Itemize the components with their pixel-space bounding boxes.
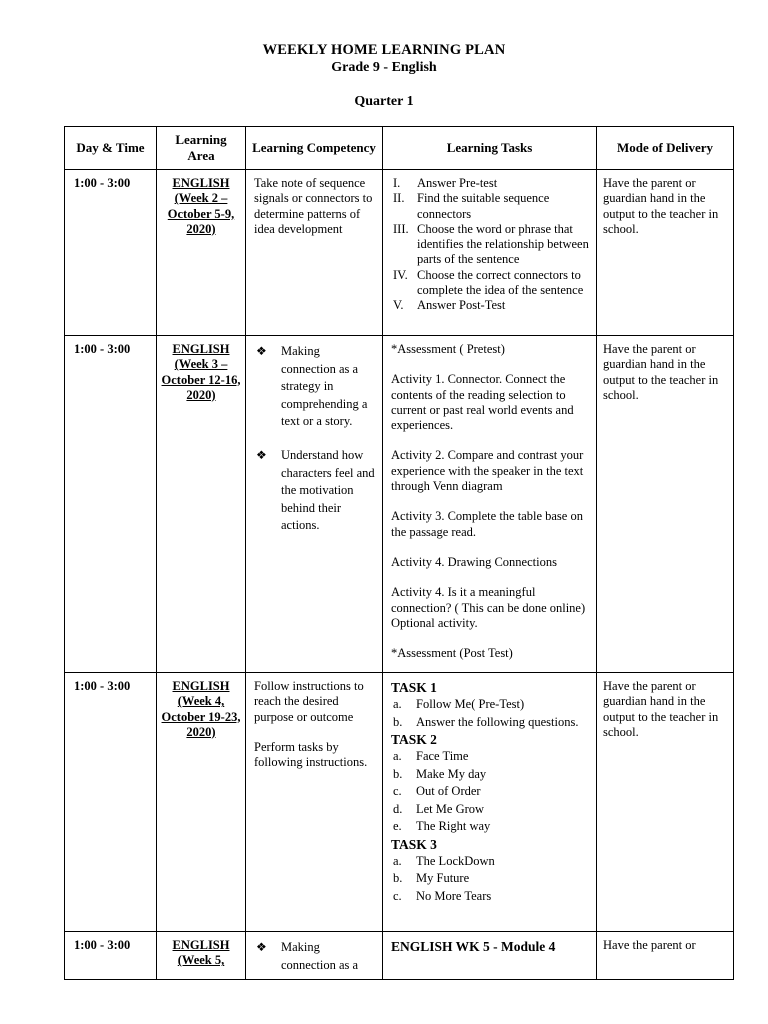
learning-area-cell: ENGLISH (Week 5, (157, 932, 246, 980)
task-item: d. Let Me Grow (393, 801, 485, 816)
column-header: Learning Area (157, 127, 246, 170)
quarter-label: Quarter 1 (354, 94, 414, 109)
learning-plan-table (64, 126, 734, 980)
task-paragraph: Activity 4. Drawing Connections (391, 554, 557, 569)
time-cell: 1:00 - 3:00 (65, 336, 157, 673)
competency-item: ❖ Making connection as a strategy in comprehending a text or a story. (256, 344, 368, 429)
learning-area-cell: ENGLISH (Week 3 – October 12-16, 2020) (157, 336, 246, 673)
task-module-title: ENGLISH WK 5 - Module 4 (391, 939, 556, 954)
task-item: a. Face Time (393, 749, 469, 763)
task-paragraph: *Assessment (Post Test) (391, 646, 513, 661)
task-item: b. Make My day (393, 766, 487, 781)
task-item: c. No More Tears (393, 888, 492, 903)
column-header: Mode of Delivery (597, 127, 734, 170)
competency-paragraph: Perform tasks by following instructions. (254, 739, 368, 770)
competency-item: ❖ Making connection as a (256, 940, 359, 972)
competency-paragraph: Follow instructions to reach the desired purpose or outcome (254, 679, 364, 724)
competency-cell (246, 932, 383, 980)
delivery-mode-cell: Have the parent or guardian hand in the output to the teacher in school. (597, 170, 734, 336)
table-row (65, 673, 734, 932)
task-paragraph: Activity 1. Connector. Connect the contents of the reading selection to current or past real world events and experiences. (391, 372, 574, 433)
table-row (65, 170, 734, 336)
table-header-row (65, 127, 734, 170)
task-item: c. Out of Order (393, 784, 481, 798)
delivery-mode-cell: Have the parent or (597, 932, 734, 980)
diamond-bullet-icon: ❖ (256, 344, 267, 358)
diamond-bullet-icon: ❖ (256, 447, 267, 462)
task-paragraph: Activity 4. Is it a meaningful connection? ( This can be done online) Optional activity. (391, 585, 586, 630)
delivery-mode-cell: Have the parent or guardian hand in the output to the teacher in school. (597, 673, 734, 932)
task-paragraph: *Assessment ( Pretest) (391, 342, 505, 356)
task-item: III. Choose the word or phrase that identifies the relationship between parts of the sentence (393, 221, 589, 267)
learning-area-cell: ENGLISH (Week 2 – October 5-9, 2020) (157, 170, 246, 336)
table-row (65, 336, 734, 673)
competency-cell (246, 673, 383, 932)
competency-cell (246, 336, 383, 673)
time-cell: 1:00 - 3:00 (65, 932, 157, 980)
document-subtitle: Grade 9 - English (331, 60, 437, 75)
table-row (65, 932, 734, 980)
task-item: I. Answer Pre-test (393, 176, 498, 190)
task-group-title: TASK 3 (391, 836, 437, 852)
tasks-cell (383, 170, 597, 336)
tasks-cell (383, 673, 597, 932)
column-header: Day & Time (65, 127, 157, 170)
task-paragraph: Activity 2. Compare and contrast your experience with the speaker in the text through Venn diagram (391, 448, 584, 494)
task-item: b. Answer the following questions. (393, 714, 579, 729)
column-header: Learning Competency (246, 127, 383, 170)
time-cell: 1:00 - 3:00 (65, 170, 157, 336)
tasks-cell (383, 336, 597, 673)
diamond-bullet-icon: ❖ (256, 940, 267, 954)
learning-area-cell: ENGLISH (Week 4, October 19-23, 2020) (157, 673, 246, 932)
task-item: a. Follow Me( Pre-Test) (393, 697, 525, 711)
delivery-mode-cell: Have the parent or guardian hand in the output to the teacher in school. (597, 336, 734, 673)
task-item: b. My Future (393, 871, 470, 885)
time-cell: 1:00 - 3:00 (65, 673, 157, 932)
document-title: WEEKLY HOME LEARNING PLAN (262, 42, 506, 58)
task-item: IV. Choose the correct connectors to complete the idea of the sentence (393, 267, 584, 298)
column-header: Learning Tasks (383, 127, 597, 170)
task-item: V. Answer Post-Test (393, 298, 506, 313)
task-item: II. Find the suitable sequence connectors (393, 191, 550, 221)
task-group-title: TASK 1 (391, 680, 437, 695)
task-paragraph: Activity 3. Complete the table base on the passage read. (391, 509, 583, 539)
task-item: a. The LockDown (393, 853, 495, 868)
tasks-cell (383, 932, 597, 980)
task-group-title: TASK 2 (391, 732, 437, 747)
competency-item: ❖ Understand how characters feel and the motivation behind their actions. (256, 447, 375, 533)
task-item: e. The Right way (393, 819, 491, 833)
competency-cell: Take note of sequence signals or connectors to determine patterns of idea development (246, 170, 383, 336)
